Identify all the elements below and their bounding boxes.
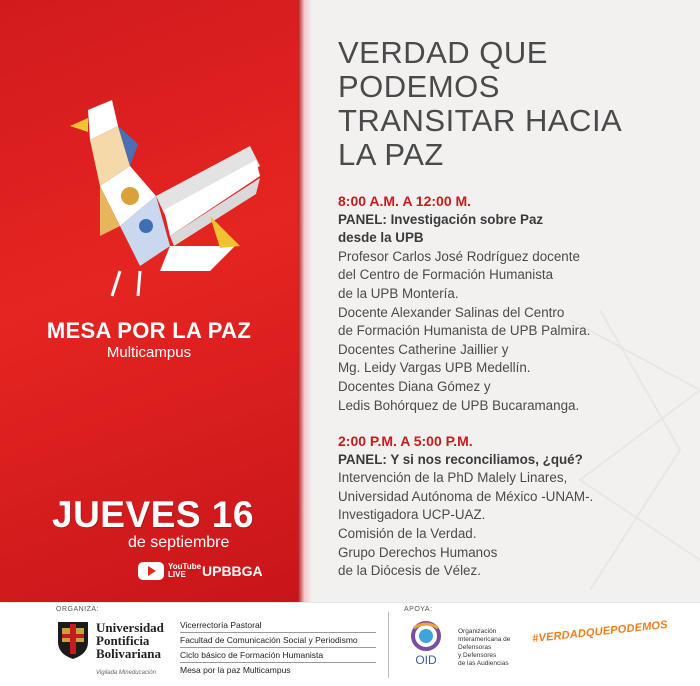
youtube-icon (138, 562, 164, 580)
organizer-item: Mesa por la paz Multicampus (180, 665, 291, 675)
youtube-handle: UPBBGA (202, 563, 263, 579)
session-line: del Centro de Formación Humanista (338, 267, 554, 283)
session-line: Investigadora UCP-UAZ. (338, 507, 486, 523)
session-line: Grupo Derechos Humanos (338, 544, 498, 560)
session-line: Intervención de la PhD Malely Linares, (338, 470, 568, 486)
event-date: de septiembre (128, 534, 230, 551)
footer-divider (388, 612, 389, 678)
oid-text-line: Organización (458, 628, 497, 635)
headline-line: TRANSITAR HACIA (338, 103, 623, 138)
organiza-label: ORGANIZA: (56, 606, 100, 613)
oid-description (458, 628, 530, 668)
event-subtitle: Multicampus (106, 344, 192, 361)
session-line: Mg. Leidy Vargas UPB Medellín. (338, 360, 531, 376)
headline-line: VERDAD QUE (338, 35, 548, 70)
upb-name-line: Pontificia (96, 632, 150, 648)
headline-line: PODEMOS (338, 69, 500, 104)
organizer-item: Ciclo básico de Formación Humanista (180, 648, 376, 663)
session-line: Docentes Diana Gómez y (338, 378, 491, 394)
session-line: de Formación Humanista de UPB Palmira. (338, 323, 591, 339)
hashtag: #VERDADQUEPODEMOS (531, 618, 669, 646)
event-day: JUEVES 16 (52, 494, 254, 535)
session-line: Profesor Carlos José Rodríguez docente (338, 248, 580, 264)
oid-text-line: y Defensores (458, 652, 497, 659)
youtube-live-label: YouTube LIVE (168, 562, 202, 579)
session-line: de la Diócesis de Vélez. (338, 563, 481, 579)
upb-name-line: Bolivariana (96, 645, 162, 661)
headline (338, 36, 678, 172)
event-title: MESA POR LA PAZ (46, 318, 252, 343)
session-line: Comisión de la Verdad. (338, 525, 477, 541)
upb-name-line: Universidad (96, 619, 164, 635)
session-line: Universidad Autónoma de México -UNAM-. (338, 488, 594, 504)
organizers-list (180, 618, 376, 677)
background-watermark (560, 300, 700, 600)
session-line: Docente Alexander Salinas del Centro (338, 304, 565, 320)
oid-logo (404, 620, 448, 668)
dove-illustration (60, 96, 270, 306)
organizer-item: Vicerrectoría Pastoral (180, 618, 376, 633)
oid-abbr: OID (415, 653, 437, 667)
upb-tagline: Vigilada Mineducación (96, 670, 156, 676)
headline-line: LA PAZ (338, 137, 444, 172)
upb-crest-icon (56, 620, 90, 660)
oid-text-line: Interamericana de (458, 636, 511, 643)
youtube-live-link[interactable] (138, 562, 263, 580)
oid-text-line: de las Audiencias (458, 660, 509, 667)
session-line: Docentes Catherine Jaillier y (338, 341, 509, 357)
panel-title: desde la UPB (338, 230, 424, 246)
upb-logo (56, 620, 164, 660)
session-time: 8:00 A.M. A 12:00 M. (338, 193, 472, 209)
panel-edge (298, 0, 312, 602)
panel-title: PANEL: Y si nos reconciliamos, ¿qué? (338, 451, 583, 467)
session-line: Ledis Bohórquez de UPB Bucaramanga. (338, 397, 580, 413)
panel-title: PANEL: Investigación sobre Paz (338, 211, 544, 227)
session-time: 2:00 P.M. A 5:00 P.M. (338, 433, 473, 449)
apoya-label: APOYA: (404, 606, 433, 613)
organizer-item: Facultad de Comunicación Social y Periodismo (180, 633, 376, 648)
session-line: de la UPB Montería. (338, 285, 459, 301)
oid-text-line: Defensoras (458, 644, 492, 651)
